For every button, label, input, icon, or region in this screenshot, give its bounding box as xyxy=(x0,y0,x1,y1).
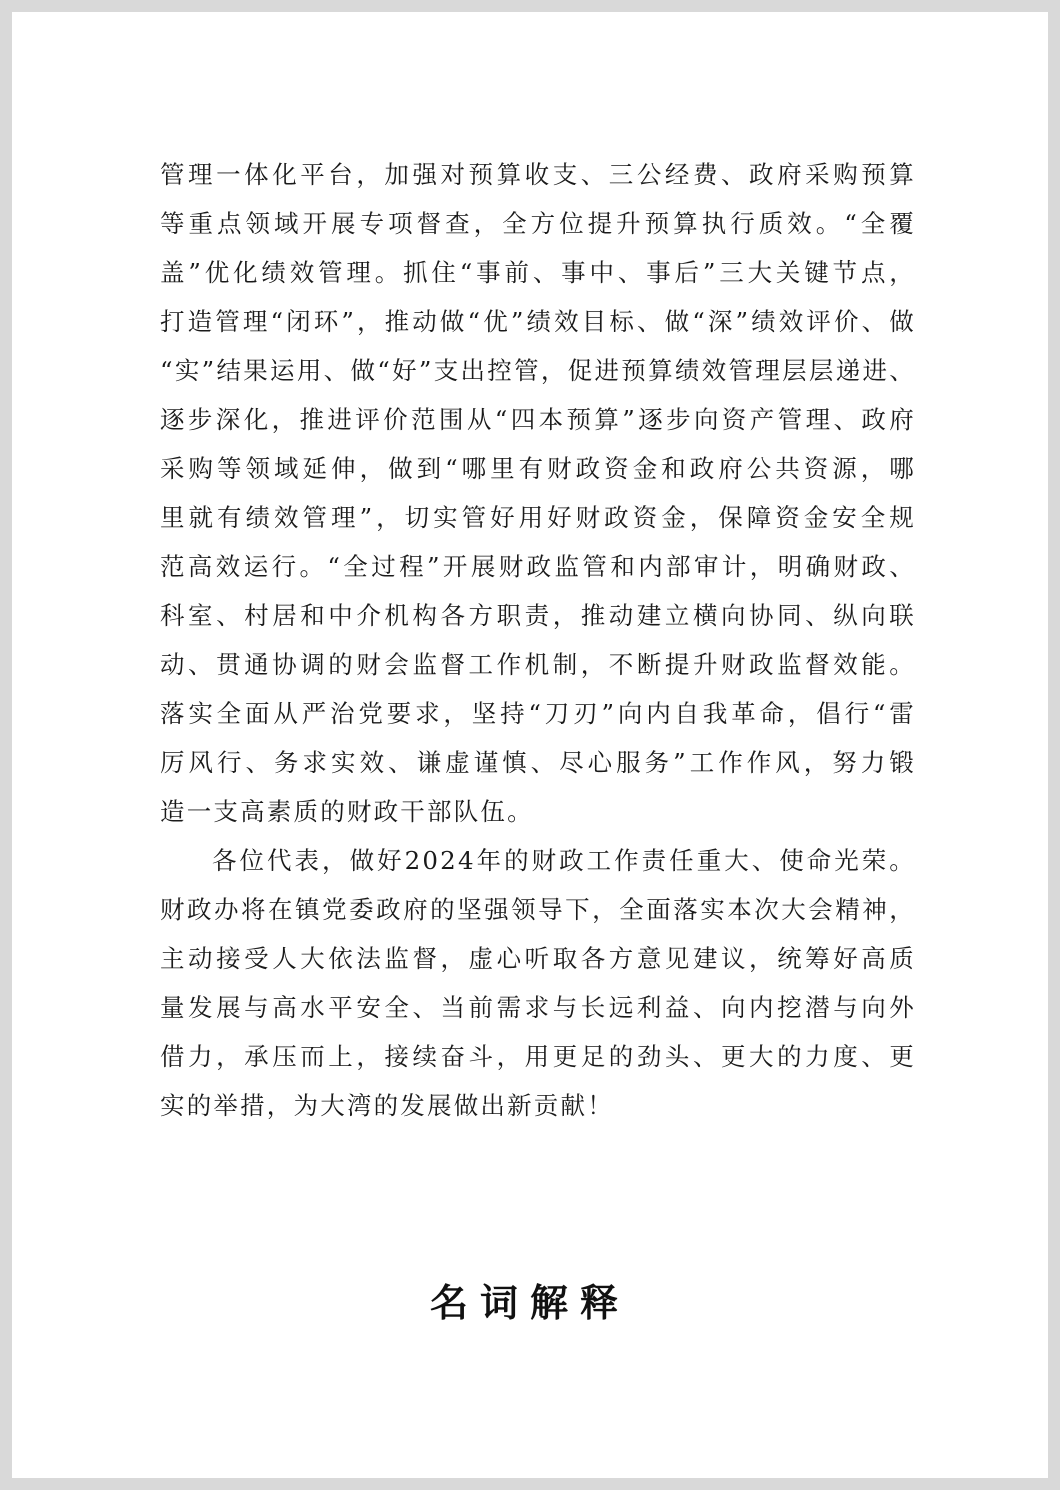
text-line: 厉风行、务求实效、谦虚谨慎、尽心服务”工作作风，努力锻 xyxy=(160,748,916,777)
text-line: “实”结果运用、做“好”支出控管，促进预算绩效管理层层递进、 xyxy=(160,356,916,385)
text-line: 落实全面从严治党要求，坚持“刀刃”向内自我革命，倡行“雷 xyxy=(160,699,916,728)
text-line: 实的举措，为大湾的发展做出新贡献！ xyxy=(160,1091,614,1120)
body-text xyxy=(160,150,916,1130)
text-line: 主动接受人大依法监督，虚心听取各方意见建议，统筹好高质 xyxy=(160,944,916,973)
text-line: 盖”优化绩效管理。抓住“事前、事中、事后”三大关键节点， xyxy=(160,258,916,287)
text-line: 逐步深化，推进评价范围从“四本预算”逐步向资产管理、政府 xyxy=(160,405,916,434)
text-line: 造一支高素质的财政干部队伍。 xyxy=(160,797,534,826)
text-line: 科室、村居和中介机构各方职责，推动建立横向协同、纵向联 xyxy=(160,601,916,630)
text-line: 里就有绩效管理”，切实管好用好财政资金，保障资金安全规 xyxy=(160,503,916,532)
text-line: 借力，承压而上，接续奋斗，用更足的劲头、更大的力度、更 xyxy=(160,1042,916,1071)
paragraph-2 xyxy=(160,836,916,1130)
text-line: 采购等领域延伸，做到“哪里有财政资金和政府公共资源，哪 xyxy=(160,454,916,483)
text-line: 打造管理“闭环”，推动做“优”绩效目标、做“深”绩效评价、做 xyxy=(160,307,916,336)
text-line: 等重点领域开展专项督查，全方位提升预算执行质效。“全覆 xyxy=(160,209,916,238)
text-line: 范高效运行。“全过程”开展财政监管和内部审计，明确财政、 xyxy=(160,552,916,581)
document-page xyxy=(12,12,1048,1478)
section-title: 名词解释 xyxy=(429,1280,630,1325)
paragraph-1 xyxy=(160,150,916,836)
text-line: 财政办将在镇党委政府的坚强领导下，全面落实本次大会精神， xyxy=(160,895,916,924)
text-line: 量发展与高水平安全、当前需求与长远利益、向内挖潜与向外 xyxy=(160,993,916,1022)
text-line: 管理一体化平台，加强对预算收支、三公经费、政府采购预算 xyxy=(160,160,916,189)
text-line: 各位代表，做好2024年的财政工作责任重大、使命光荣。 xyxy=(212,846,916,875)
text-line: 动、贯通协调的财会监督工作机制，不断提升财政监督效能。 xyxy=(160,650,916,679)
